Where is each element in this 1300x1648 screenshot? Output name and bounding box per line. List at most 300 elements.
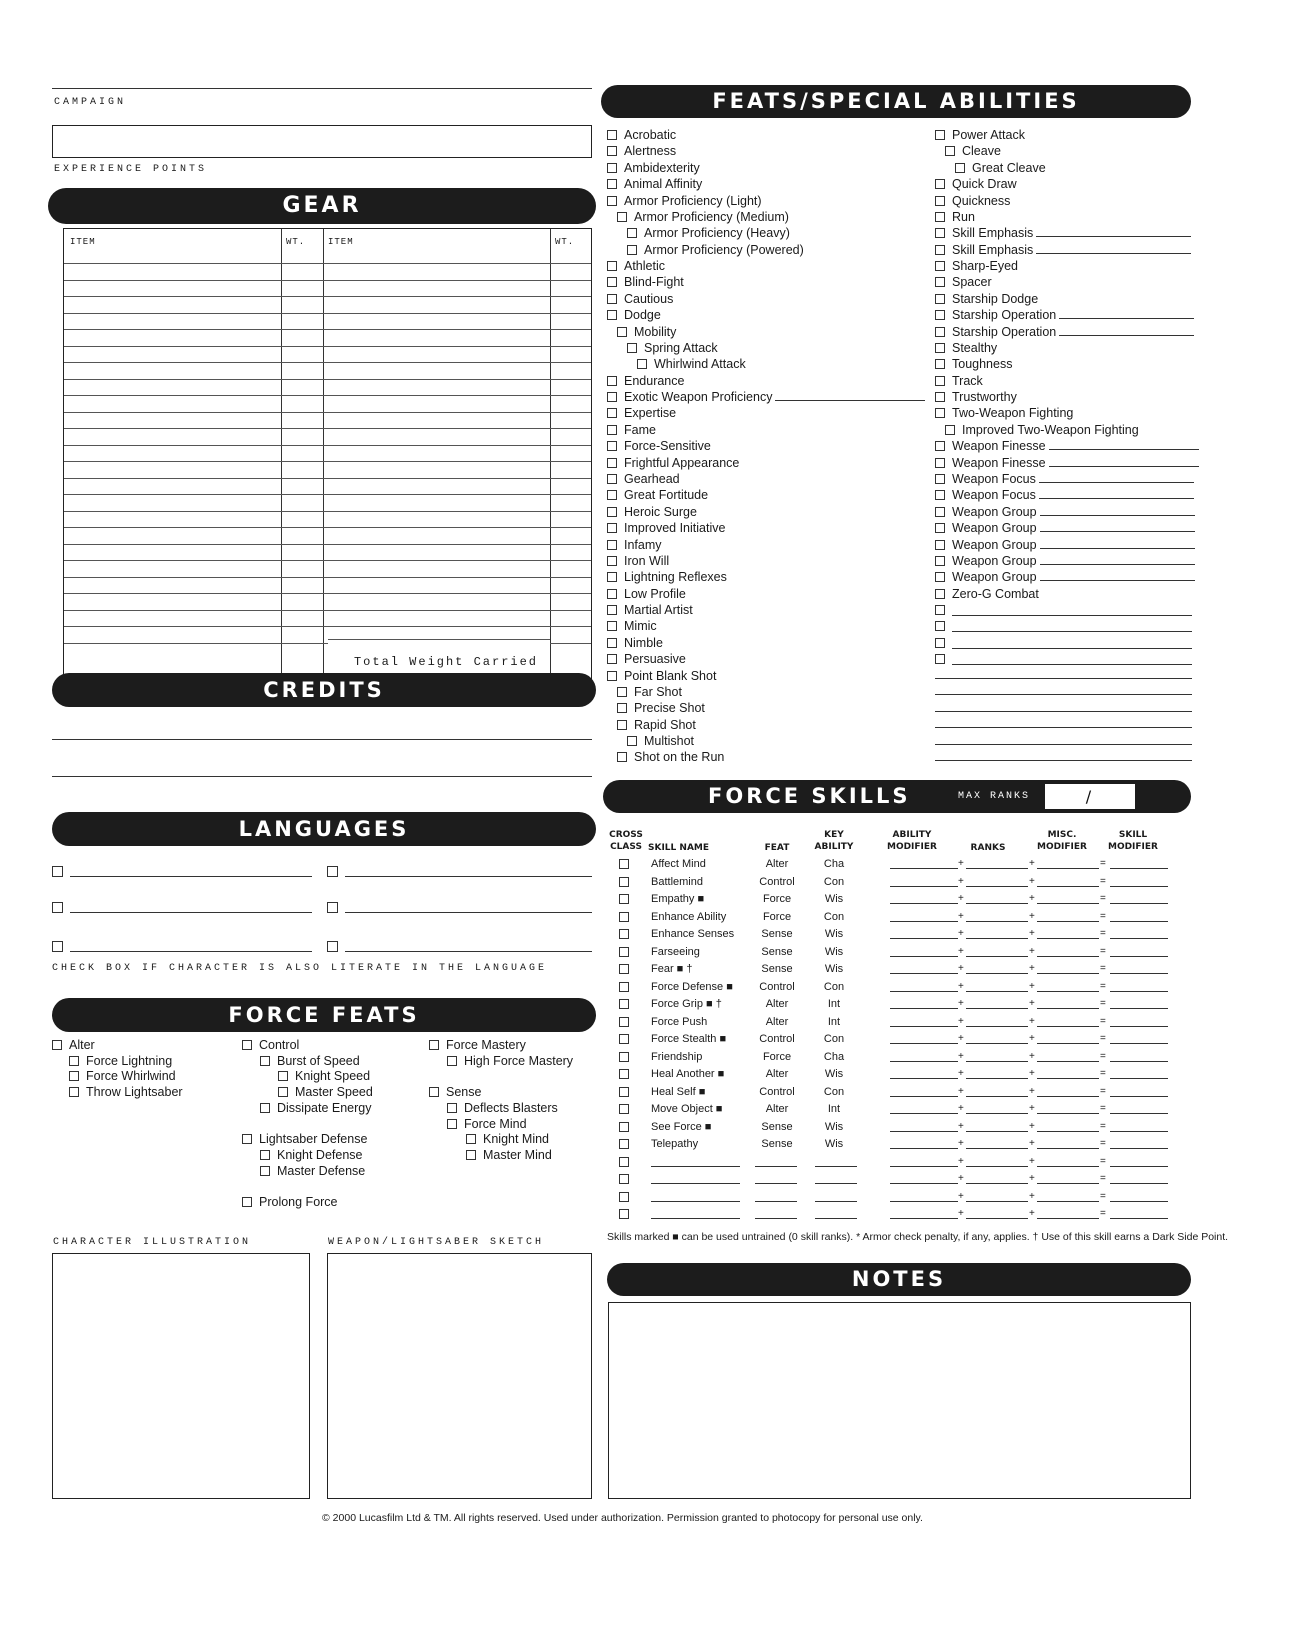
ranks-field[interactable]: [966, 1166, 1028, 1167]
ability-modifier-field[interactable]: [890, 1008, 958, 1009]
ranks-field[interactable]: [966, 903, 1028, 904]
feat-checkbox[interactable]: [627, 245, 637, 255]
feat-item[interactable]: [627, 242, 804, 258]
feat-checkbox[interactable]: [935, 294, 945, 304]
feat-checkbox[interactable]: [607, 605, 617, 615]
skill-modifier-field[interactable]: [1110, 1148, 1168, 1149]
ability-modifier-field[interactable]: [890, 1043, 958, 1044]
feat-item[interactable]: [627, 340, 718, 356]
feat-item[interactable]: [607, 438, 711, 454]
feat-checkbox[interactable]: [935, 490, 945, 500]
feat-checkbox[interactable]: [935, 523, 945, 533]
feat-blank-line[interactable]: [952, 615, 1192, 616]
feat-checkbox[interactable]: [627, 343, 637, 353]
cross-class-checkbox[interactable]: [619, 929, 629, 939]
cross-class-checkbox[interactable]: [619, 1052, 629, 1062]
ability-modifier-field[interactable]: [890, 1131, 958, 1132]
feat-checkbox[interactable]: [637, 359, 647, 369]
feat-checkbox[interactable]: [935, 228, 945, 238]
feat-checkbox[interactable]: [607, 163, 617, 173]
skill-modifier-field[interactable]: [1110, 903, 1168, 904]
feat-checkbox[interactable]: [935, 359, 945, 369]
feat-item[interactable]: [627, 225, 790, 241]
ranks-field[interactable]: [966, 938, 1028, 939]
skill-ability-line[interactable]: [815, 1166, 857, 1167]
gear-row-line[interactable]: [64, 280, 591, 281]
feat-checkbox[interactable]: [955, 163, 965, 173]
feat-checkbox[interactable]: [607, 408, 617, 418]
ability-modifier-field[interactable]: [890, 868, 958, 869]
feat-checkbox[interactable]: [627, 228, 637, 238]
feat-item[interactable]: [617, 209, 789, 225]
ranks-field[interactable]: [966, 886, 1028, 887]
feat-blank-line[interactable]: [935, 711, 1192, 712]
misc-modifier-field[interactable]: [1037, 1096, 1099, 1097]
feat-blank-line[interactable]: [1049, 457, 1199, 467]
ability-modifier-field[interactable]: [890, 1078, 958, 1079]
gear-row-line[interactable]: [64, 412, 591, 413]
feat-item[interactable]: [935, 258, 1018, 274]
feat-item[interactable]: [935, 405, 1073, 421]
feat-item[interactable]: [607, 455, 739, 471]
feat-item[interactable]: [607, 520, 725, 536]
gear-row-line[interactable]: [64, 428, 591, 429]
ranks-field[interactable]: [966, 991, 1028, 992]
ability-modifier-field[interactable]: [890, 973, 958, 974]
ranks-field[interactable]: [966, 1078, 1028, 1079]
feat-item[interactable]: [607, 193, 762, 209]
feat-item[interactable]: [607, 143, 676, 159]
feat-checkbox[interactable]: [607, 196, 617, 206]
skill-modifier-field[interactable]: [1110, 1078, 1168, 1079]
feat-item[interactable]: [935, 242, 1191, 258]
feat-checkbox[interactable]: [617, 212, 627, 222]
feat-checkbox[interactable]: [935, 556, 945, 566]
misc-modifier-field[interactable]: [1037, 1218, 1099, 1219]
feat-checkbox[interactable]: [607, 294, 617, 304]
misc-modifier-field[interactable]: [1037, 991, 1099, 992]
feat-checkbox[interactable]: [607, 474, 617, 484]
feat-checkbox[interactable]: [617, 703, 627, 713]
feat-item[interactable]: [607, 307, 661, 323]
feat-item[interactable]: [935, 373, 983, 389]
feat-blank-line[interactable]: [952, 631, 1192, 632]
skill-name-line[interactable]: [651, 1183, 740, 1184]
feat-item[interactable]: [935, 127, 1025, 143]
experience-points-field[interactable]: [52, 125, 592, 158]
misc-modifier-field[interactable]: [1037, 1078, 1099, 1079]
gear-row-line[interactable]: [64, 445, 591, 446]
feat-checkbox[interactable]: [607, 638, 617, 648]
feat-blank-line[interactable]: [1039, 489, 1194, 499]
feat-item[interactable]: [607, 127, 676, 143]
feat-item[interactable]: [955, 160, 1046, 176]
feat-item[interactable]: [607, 274, 684, 290]
feat-item[interactable]: [607, 569, 727, 585]
misc-modifier-field[interactable]: [1037, 868, 1099, 869]
skill-modifier-field[interactable]: [1110, 1043, 1168, 1044]
notes-box[interactable]: [608, 1302, 1191, 1499]
skill-name-line[interactable]: [651, 1201, 740, 1202]
cross-class-checkbox[interactable]: [619, 1034, 629, 1044]
cross-class-checkbox[interactable]: [619, 1122, 629, 1132]
gear-row-line[interactable]: [64, 461, 591, 462]
cross-class-checkbox[interactable]: [619, 1192, 629, 1202]
feat-blank-line[interactable]: [1040, 539, 1195, 549]
skill-modifier-field[interactable]: [1110, 886, 1168, 887]
feat-checkbox[interactable]: [945, 425, 955, 435]
ranks-field[interactable]: [966, 1113, 1028, 1114]
feat-checkbox[interactable]: [607, 589, 617, 599]
feat-checkbox[interactable]: [607, 556, 617, 566]
feat-checkbox[interactable]: [607, 261, 617, 271]
credits-line[interactable]: [52, 739, 592, 740]
ranks-field[interactable]: [966, 1148, 1028, 1149]
ranks-field[interactable]: [966, 1096, 1028, 1097]
misc-modifier-field[interactable]: [1037, 938, 1099, 939]
feat-checkbox[interactable]: [935, 392, 945, 402]
feat-checkbox[interactable]: [935, 621, 945, 631]
feat-blank-line[interactable]: [935, 760, 1192, 761]
feat-checkbox[interactable]: [607, 425, 617, 435]
feat-checkbox[interactable]: [607, 671, 617, 681]
feat-item[interactable]: [607, 504, 697, 520]
misc-modifier-field[interactable]: [1037, 973, 1099, 974]
cross-class-checkbox[interactable]: [619, 1139, 629, 1149]
feat-blank-line[interactable]: [1039, 473, 1194, 483]
ranks-field[interactable]: [966, 1061, 1028, 1062]
feat-item[interactable]: [607, 618, 657, 634]
skill-modifier-field[interactable]: [1110, 1008, 1168, 1009]
feat-checkbox[interactable]: [935, 507, 945, 517]
cross-class-checkbox[interactable]: [619, 877, 629, 887]
feat-item[interactable]: [935, 340, 997, 356]
feat-item[interactable]: [935, 504, 1195, 520]
skill-modifier-field[interactable]: [1110, 1026, 1168, 1027]
feat-blank-line[interactable]: [935, 744, 1192, 745]
feat-checkbox[interactable]: [935, 572, 945, 582]
ranks-field[interactable]: [966, 1131, 1028, 1132]
ability-modifier-field[interactable]: [890, 991, 958, 992]
feat-blank-line[interactable]: [1036, 244, 1191, 254]
feat-checkbox[interactable]: [607, 130, 617, 140]
feat-blank-line[interactable]: [775, 391, 925, 401]
feat-checkbox[interactable]: [935, 441, 945, 451]
gear-row-line[interactable]: [64, 395, 591, 396]
gear-row-line[interactable]: [64, 346, 591, 347]
feat-checkbox[interactable]: [935, 654, 945, 664]
feat-checkbox[interactable]: [617, 720, 627, 730]
feat-checkbox[interactable]: [935, 130, 945, 140]
feat-item[interactable]: [617, 700, 705, 716]
feat-checkbox[interactable]: [607, 507, 617, 517]
feat-item[interactable]: [617, 324, 676, 340]
feat-item[interactable]: [935, 520, 1195, 536]
cross-class-checkbox[interactable]: [619, 1017, 629, 1027]
misc-modifier-field[interactable]: [1037, 1113, 1099, 1114]
feat-checkbox[interactable]: [607, 376, 617, 386]
gear-row-line[interactable]: [64, 263, 591, 264]
skill-modifier-field[interactable]: [1110, 1218, 1168, 1219]
gear-row-line[interactable]: [64, 379, 591, 380]
skill-modifier-field[interactable]: [1110, 956, 1168, 957]
misc-modifier-field[interactable]: [1037, 1183, 1099, 1184]
ability-modifier-field[interactable]: [890, 1026, 958, 1027]
gear-row-line[interactable]: [64, 560, 591, 561]
feat-checkbox[interactable]: [617, 687, 627, 697]
ability-modifier-field[interactable]: [890, 1148, 958, 1149]
misc-modifier-field[interactable]: [1037, 1148, 1099, 1149]
feat-checkbox[interactable]: [935, 458, 945, 468]
misc-modifier-field[interactable]: [1037, 956, 1099, 957]
feat-item[interactable]: [935, 209, 975, 225]
feat-checkbox[interactable]: [607, 146, 617, 156]
skill-modifier-field[interactable]: [1110, 868, 1168, 869]
feat-blank-line[interactable]: [935, 678, 1192, 679]
misc-modifier-field[interactable]: [1037, 1061, 1099, 1062]
feat-item[interactable]: [607, 373, 684, 389]
ability-modifier-field[interactable]: [890, 1166, 958, 1167]
feat-item[interactable]: [607, 422, 656, 438]
skill-ability-line[interactable]: [815, 1218, 857, 1219]
ranks-field[interactable]: [966, 1183, 1028, 1184]
feat-item[interactable]: [617, 684, 682, 700]
skill-modifier-field[interactable]: [1110, 973, 1168, 974]
feat-item[interactable]: [607, 537, 662, 553]
feat-blank-line[interactable]: [1040, 522, 1195, 532]
misc-modifier-field[interactable]: [1037, 903, 1099, 904]
feat-checkbox[interactable]: [607, 490, 617, 500]
feat-item[interactable]: [607, 389, 925, 405]
misc-modifier-field[interactable]: [1037, 1131, 1099, 1132]
feat-item[interactable]: [607, 651, 686, 667]
feat-checkbox[interactable]: [607, 441, 617, 451]
feat-blank-line[interactable]: [1040, 571, 1195, 581]
feat-item[interactable]: [935, 356, 1012, 372]
feat-checkbox[interactable]: [935, 408, 945, 418]
feat-item[interactable]: [945, 422, 1139, 438]
gear-row-line[interactable]: [64, 527, 591, 528]
gear-table[interactable]: [63, 228, 592, 680]
feat-item[interactable]: [617, 749, 724, 765]
feat-blank-line[interactable]: [1059, 309, 1194, 319]
cross-class-checkbox[interactable]: [619, 947, 629, 957]
feat-checkbox[interactable]: [607, 523, 617, 533]
feat-checkbox[interactable]: [935, 589, 945, 599]
feat-checkbox[interactable]: [935, 179, 945, 189]
gear-row-line[interactable]: [64, 329, 591, 330]
feat-item[interactable]: [607, 487, 708, 503]
feat-blank-line[interactable]: [1059, 326, 1194, 336]
feat-checkbox[interactable]: [607, 572, 617, 582]
ranks-field[interactable]: [966, 973, 1028, 974]
feat-checkbox[interactable]: [607, 310, 617, 320]
feat-item[interactable]: [935, 487, 1194, 503]
feat-item[interactable]: [607, 405, 676, 421]
feat-checkbox[interactable]: [935, 540, 945, 550]
feat-item[interactable]: [935, 471, 1194, 487]
feat-blank-line[interactable]: [952, 648, 1192, 649]
feat-item[interactable]: [935, 225, 1191, 241]
skill-name-line[interactable]: [651, 1218, 740, 1219]
ability-modifier-field[interactable]: [890, 1218, 958, 1219]
ability-modifier-field[interactable]: [890, 1113, 958, 1114]
cross-class-checkbox[interactable]: [619, 999, 629, 1009]
ranks-field[interactable]: [966, 868, 1028, 869]
feat-item[interactable]: [935, 324, 1194, 340]
ranks-field[interactable]: [966, 1008, 1028, 1009]
ranks-field[interactable]: [966, 1218, 1028, 1219]
skill-feat-line[interactable]: [755, 1166, 797, 1167]
gear-row-line[interactable]: [64, 478, 591, 479]
feat-checkbox[interactable]: [607, 621, 617, 631]
misc-modifier-field[interactable]: [1037, 886, 1099, 887]
feat-item[interactable]: [607, 471, 680, 487]
skill-modifier-field[interactable]: [1110, 1113, 1168, 1114]
gear-row-line[interactable]: [64, 494, 591, 495]
feat-item[interactable]: [935, 389, 1017, 405]
skill-modifier-field[interactable]: [1110, 1131, 1168, 1132]
feat-item[interactable]: [945, 143, 1001, 159]
feat-blank-line[interactable]: [935, 727, 1192, 728]
feat-item[interactable]: [607, 160, 700, 176]
feat-blank-line[interactable]: [1040, 506, 1195, 516]
misc-modifier-field[interactable]: [1037, 1166, 1099, 1167]
ranks-field[interactable]: [966, 1026, 1028, 1027]
feat-blank-line[interactable]: [1036, 227, 1191, 237]
feat-item[interactable]: [617, 717, 696, 733]
feat-checkbox[interactable]: [935, 310, 945, 320]
skill-feat-line[interactable]: [755, 1201, 797, 1202]
skill-modifier-field[interactable]: [1110, 1183, 1168, 1184]
feat-item[interactable]: [607, 291, 673, 307]
cross-class-checkbox[interactable]: [619, 982, 629, 992]
feat-item[interactable]: [607, 668, 716, 684]
feat-blank-line[interactable]: [935, 694, 1192, 695]
cross-class-checkbox[interactable]: [619, 859, 629, 869]
feat-checkbox[interactable]: [935, 474, 945, 484]
misc-modifier-field[interactable]: [1037, 1008, 1099, 1009]
misc-modifier-field[interactable]: [1037, 921, 1099, 922]
ranks-field[interactable]: [966, 956, 1028, 957]
skill-modifier-field[interactable]: [1110, 1201, 1168, 1202]
cross-class-checkbox[interactable]: [619, 894, 629, 904]
max-ranks-field[interactable]: /: [1045, 784, 1135, 809]
skill-feat-line[interactable]: [755, 1218, 797, 1219]
ranks-field[interactable]: [966, 1201, 1028, 1202]
feat-checkbox[interactable]: [935, 343, 945, 353]
feat-checkbox[interactable]: [935, 376, 945, 386]
feat-checkbox[interactable]: [935, 196, 945, 206]
feat-item[interactable]: [935, 193, 1010, 209]
feat-checkbox[interactable]: [935, 605, 945, 615]
cross-class-checkbox[interactable]: [619, 1157, 629, 1167]
skill-ability-line[interactable]: [815, 1201, 857, 1202]
feat-checkbox[interactable]: [617, 327, 627, 337]
ability-modifier-field[interactable]: [890, 1061, 958, 1062]
feat-checkbox[interactable]: [935, 245, 945, 255]
feat-checkbox[interactable]: [617, 752, 627, 762]
feat-item[interactable]: [935, 455, 1199, 471]
feat-checkbox[interactable]: [945, 146, 955, 156]
cross-class-checkbox[interactable]: [619, 1069, 629, 1079]
feat-checkbox[interactable]: [607, 654, 617, 664]
feat-item[interactable]: [607, 586, 686, 602]
skill-name-line[interactable]: [651, 1166, 740, 1167]
feat-item[interactable]: [935, 438, 1199, 454]
cross-class-checkbox[interactable]: [619, 964, 629, 974]
feat-blank-line[interactable]: [952, 664, 1192, 665]
credits-line[interactable]: [52, 776, 592, 777]
feat-item[interactable]: [935, 307, 1194, 323]
weapon-sketch-box[interactable]: [327, 1253, 592, 1499]
ability-modifier-field[interactable]: [890, 921, 958, 922]
misc-modifier-field[interactable]: [1037, 1026, 1099, 1027]
skill-modifier-field[interactable]: [1110, 1166, 1168, 1167]
feat-item[interactable]: [935, 553, 1195, 569]
ability-modifier-field[interactable]: [890, 1096, 958, 1097]
cross-class-checkbox[interactable]: [619, 1087, 629, 1097]
gear-row-line[interactable]: [64, 313, 591, 314]
feat-item[interactable]: [935, 274, 992, 290]
feat-checkbox[interactable]: [627, 736, 637, 746]
feat-checkbox[interactable]: [607, 277, 617, 287]
gear-row-line[interactable]: [64, 511, 591, 512]
feat-blank-line[interactable]: [1049, 440, 1199, 450]
gear-row-line[interactable]: [64, 626, 591, 627]
feat-checkbox[interactable]: [935, 638, 945, 648]
feat-checkbox[interactable]: [607, 540, 617, 550]
feat-blank-line[interactable]: [1040, 555, 1195, 565]
feat-checkbox[interactable]: [607, 458, 617, 468]
cross-class-checkbox[interactable]: [619, 1104, 629, 1114]
gear-row-line[interactable]: [64, 593, 591, 594]
feat-item[interactable]: [607, 176, 702, 192]
ability-modifier-field[interactable]: [890, 938, 958, 939]
ability-modifier-field[interactable]: [890, 1201, 958, 1202]
feat-item[interactable]: [935, 176, 1017, 192]
feat-checkbox[interactable]: [935, 327, 945, 337]
misc-modifier-field[interactable]: [1037, 1043, 1099, 1044]
feat-item[interactable]: [935, 586, 1039, 602]
skill-modifier-field[interactable]: [1110, 938, 1168, 939]
cross-class-checkbox[interactable]: [619, 1174, 629, 1184]
feat-item[interactable]: [607, 635, 663, 651]
gear-row-line[interactable]: [64, 610, 591, 611]
feat-item[interactable]: [637, 356, 746, 372]
skill-modifier-field[interactable]: [1110, 921, 1168, 922]
misc-modifier-field[interactable]: [1037, 1201, 1099, 1202]
feat-item[interactable]: [607, 602, 693, 618]
skill-modifier-field[interactable]: [1110, 991, 1168, 992]
gear-row-line[interactable]: [64, 544, 591, 545]
feat-item[interactable]: [935, 291, 1038, 307]
feat-item[interactable]: [935, 569, 1195, 585]
ability-modifier-field[interactable]: [890, 886, 958, 887]
ability-modifier-field[interactable]: [890, 903, 958, 904]
skill-modifier-field[interactable]: [1110, 1096, 1168, 1097]
cross-class-checkbox[interactable]: [619, 1209, 629, 1219]
feat-item[interactable]: [627, 733, 694, 749]
gear-row-line[interactable]: [64, 296, 591, 297]
feat-checkbox[interactable]: [607, 392, 617, 402]
feat-item[interactable]: [607, 553, 669, 569]
cross-class-checkbox[interactable]: [619, 912, 629, 922]
feat-checkbox[interactable]: [935, 261, 945, 271]
skill-feat-line[interactable]: [755, 1183, 797, 1184]
gear-row-line[interactable]: [64, 362, 591, 363]
feat-item[interactable]: [935, 537, 1195, 553]
